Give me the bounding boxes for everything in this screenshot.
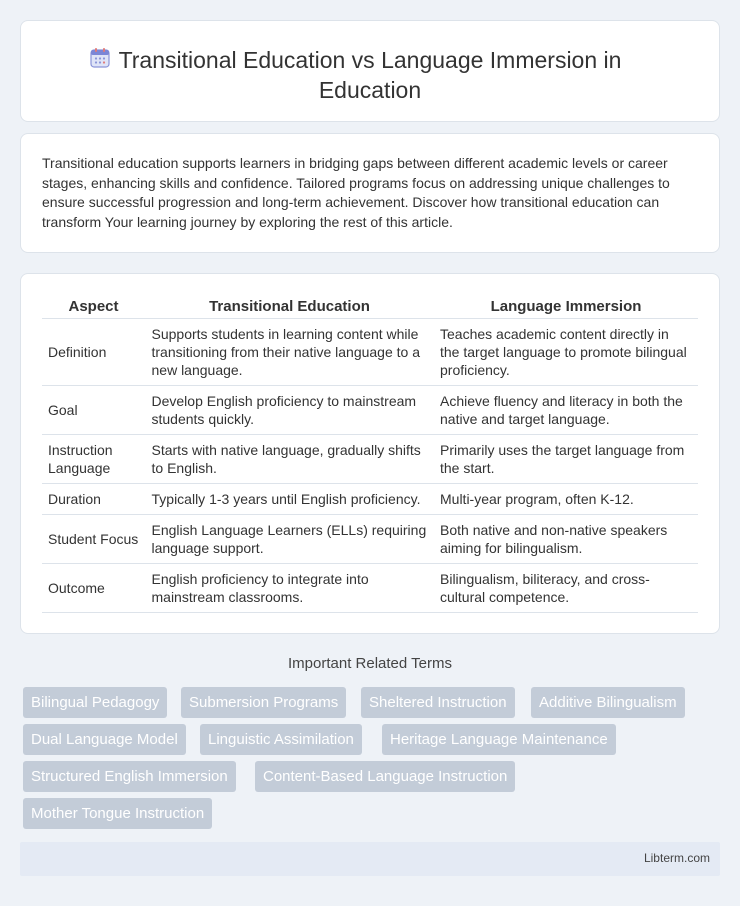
table-row [42, 386, 698, 435]
transitional-cell: Develop English proficiency to mainstream students quickly. [145, 386, 434, 435]
comparison-table-card [20, 273, 720, 634]
immersion-cell: Both native and non-native speakers aiming for bilingualism. [434, 515, 698, 564]
table-header-row [42, 296, 698, 319]
table-row [42, 435, 698, 484]
comparison-table [42, 296, 698, 613]
aspect-cell: Outcome [42, 564, 145, 613]
table-row [42, 319, 698, 386]
related-term-tag[interactable]: Mother Tongue Instruction [23, 798, 212, 829]
transitional-cell: English proficiency to integrate into mainstream classrooms. [145, 564, 434, 613]
transitional-cell: Supports students in learning content while transitioning from their native language to a new language. [145, 319, 434, 386]
immersion-cell: Primarily uses the target language from the start. [434, 435, 698, 484]
aspect-cell: Goal [42, 386, 145, 435]
transitional-cell: Starts with native language, gradually shifts to English. [145, 435, 434, 484]
page-title: Transitional Education vs Language Immersion in Education [118, 47, 622, 103]
immersion-cell: Teaches academic content directly in the target language to promote bilingual proficiency. [434, 319, 698, 386]
immersion-cell: Multi-year program, often K-12. [434, 484, 698, 515]
aspect-cell: Definition [42, 319, 145, 386]
table-row [42, 484, 698, 515]
related-term-tag[interactable]: Structured English Immersion [23, 761, 236, 792]
related-term-tag[interactable]: Content-Based Language Instruction [255, 761, 515, 792]
header-transitional: Transitional Education [145, 296, 434, 319]
related-term-tag[interactable]: Heritage Language Maintenance [382, 724, 616, 755]
related-term-tag[interactable]: Additive Bilingualism [531, 687, 685, 718]
footer-site-link[interactable]: Libterm.com [643, 851, 710, 865]
title-card [20, 20, 720, 122]
header-immersion: Language Immersion [434, 296, 698, 319]
table-row [42, 564, 698, 613]
transitional-cell: English Language Learners (ELLs) requiring language support. [145, 515, 434, 564]
table-row [42, 515, 698, 564]
header-aspect: Aspect [42, 296, 145, 319]
aspect-cell: Duration [42, 484, 145, 515]
related-terms-heading: Important Related Terms [288, 655, 452, 672]
aspect-cell: Instruction Language [42, 435, 145, 484]
transitional-cell: Typically 1-3 years until English proficiency. [145, 484, 434, 515]
aspect-cell: Student Focus [42, 515, 145, 564]
related-term-tag[interactable]: Bilingual Pedagogy [23, 687, 167, 718]
related-term-tag[interactable]: Submersion Programs [181, 687, 346, 718]
related-term-tag[interactable]: Dual Language Model [23, 724, 186, 755]
intro-card [20, 133, 720, 253]
intro-paragraph: Transitional education supports learners in bridging gaps between different academic levels or career stages, enhancing skills and confidence. Tailored programs focus on addressing unique challenges to ensure successful progression and long-term achievement. Discover how transitional education can transform Your learning journey by exploring the rest of this article. [42, 155, 670, 230]
related-term-tag[interactable]: Linguistic Assimilation [200, 724, 362, 755]
immersion-cell: Bilingualism, biliteracy, and cross-cultural competence. [434, 564, 698, 613]
immersion-cell: Achieve fluency and literacy in both the native and target language. [434, 386, 698, 435]
related-term-tag[interactable]: Sheltered Instruction [361, 687, 515, 718]
footer [20, 842, 720, 876]
